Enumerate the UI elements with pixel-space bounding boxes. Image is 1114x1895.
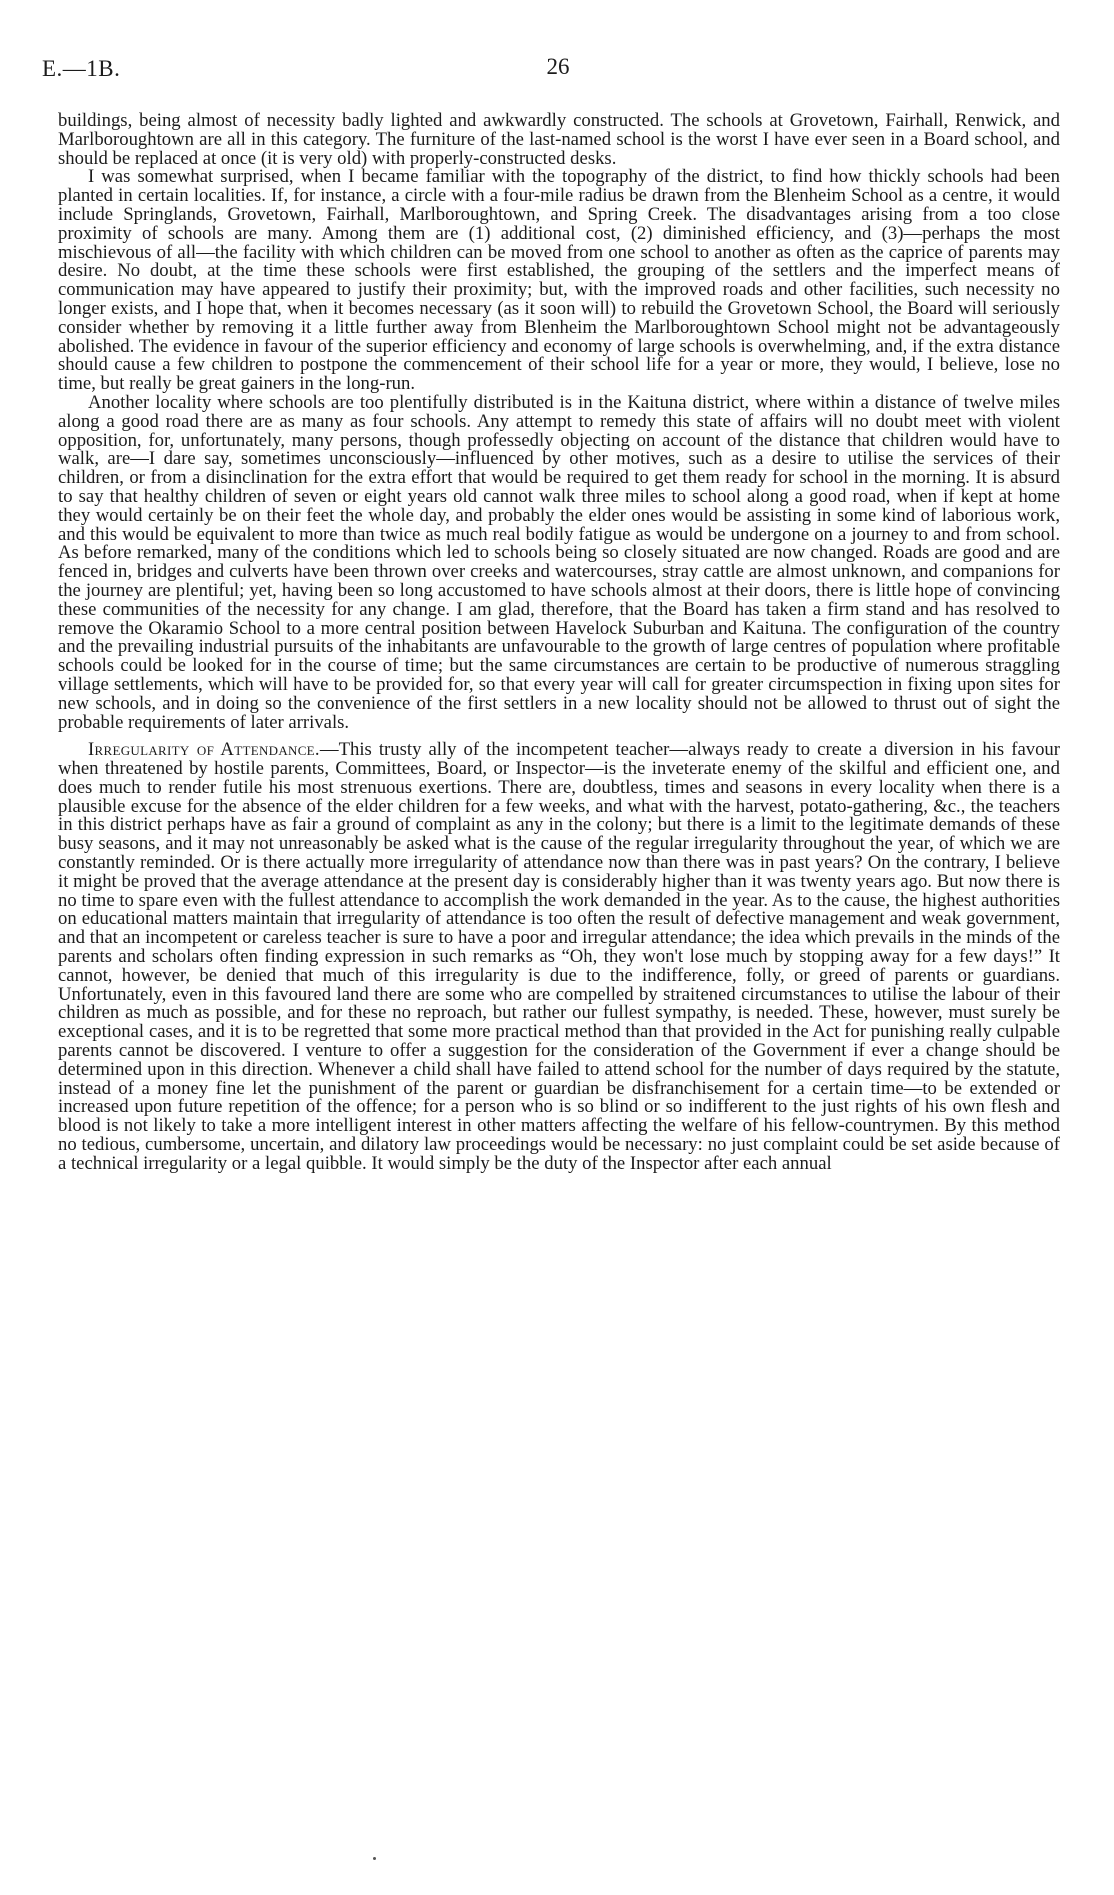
body-text bbox=[58, 112, 1060, 1174]
ink-speck bbox=[373, 1857, 376, 1860]
paragraph-text: —This trusty ally of the incompetent teacher—always ready to create a diversion in his favour when threatened by hostile parents, Committees, Board, or Inspector—is the inveterate enemy of the skilful and efficient one, and does much to render futile his most strenuous exertions. There are, doubtless, times and seasons in every locality when there is a plausible excuse for the absence of the elder children for a few weeks, and what with the harvest, potato-gathering, &c., the teachers in this district perhaps have as fair a ground of complaint as any in the colony; but there is a limit to the legitimate demands of these busy seasons, and it may not unreasonably be asked what is the cause of the regular irregularity throughout the year, of which we are constantly reminded. Or is there actually more irregularity of attendance now than there was in past years? On the contrary, I believe it might be proved that the average attendance at the present day is considerably higher than it was twenty years ago. But now there is no time to spare even with the fullest attendance to accomplish the work demanded in the year. As to the cause, the highest authorities on educational matters maintain that irregularity of attendance is too often the result of defective management and weak government, and that an incompetent or careless teacher is sure to have a poor and irregular attendance; the idea which prevails in the minds of the parents and scholars often finding expression in such remarks as “Oh, they won't lose much by stopping away for a few days!” It cannot, however, be denied that much of this irregularity is due to the indifference, folly, or greed of parents or guardians. Unfortunately, even in this favoured land there are some who are compelled by straitened circumstances to utilise the labour of their children as much as possible, and for these no reproach, but rather our fullest sympathy, is needed. These, however, must surely be exceptional cases, and it is to be regretted that some more practical method than that provided in the Act for punishing really culpable parents cannot be discovered. I venture to offer a suggestion for the consideration of the Government if ever a change should be determined upon in this direction. Whenever a child shall have failed to attend school for the number of days required by the statute, instead of a money fine let the punishment of the parent or guardian be disfranchisement for a certain time—to be extended or increased upon future repetition of the offence; for a person who is so blind or so indifferent to the just rights of his own flesh and blood is not likely to take a more intelligent interest in other matters affecting the welfare of his fellow-countrymen. By this method no tedious, cumbersome, uncertain, and dilatory law proceedings would be necessary: no just complaint could be set aside because of a technical irregularity or a legal quibble. It would simply be the duty of the Inspector after each annual bbox=[58, 739, 1060, 1174]
document-reference: E.—1B. bbox=[42, 56, 121, 81]
paragraph: Another locality where schools are too plentifully distributed is in the Kaituna district, where within a distance of twelve miles along a good road there are as many as four schools. Any attempt to remedy this state of affairs will no doubt meet with violent opposition, for, unfortunately, many persons, though professedly objecting on account of the distance that children would have to walk, are—I dare say, sometimes unconsciously—influenced by other motives, such as a desire to utilise the services of their children, or from a disinclination for the extra effort that would be required to get them ready for school in the morning. It is absurd to say that healthy children of seven or eight years old cannot walk three miles to school along a good road, when if kept at home they would certainly be on their feet the whole day, and probably the elder ones would be assisting in some kind of laborious work, and this would be equivalent to more than twice as much real bodily fatigue as would be undergone on a journey to and from school. As before remarked, many of the conditions which led to schools being so closely situated are now changed. Roads are good and are fenced in, bridges and culverts have been thrown over creeks and watercourses, stray cattle are almost unknown, and companions for the journey are plentiful; yet, having been so long accustomed to have schools almost at their doors, there is little hope of convincing these communities of the necessity for any change. I am glad, therefore, that the Board has taken a firm stand and has resolved to remove the Okaramio School to a more central position between Havelock Suburban and Kaituna. The configuration of the country and the prevailing industrial pursuits of the inhabitants are unfavourable to the growth of large centres of population where profitable schools could be looked for in the course of time; but the same circumstances are certain to be productive of numerous straggling village settlements, which will have to be provided for, so that every year will call for greater circumspection in fixing upon sites for new schools, and in doing so the convenience of the first settlers in a new locality should not be allowed to thrust out of sight the probable requirements of later arrivals. bbox=[58, 391, 1060, 733]
section-heading: Irregularity of Attendance. bbox=[88, 739, 320, 761]
page-header bbox=[42, 56, 1074, 92]
paragraph: I was somewhat surprised, when I became familiar with the topography of the district, to find how thickly schools had been planted in certain localities. If, for instance, a circle with a four-mile radius be drawn from the Blenheim School as a centre, it would include Springlands, Grovetown, Fairhall, Marlboroughtown, and Spring Creek. The disadvantages arising from a too close proximity of schools are many. Among them are (1) additional cost, (2) diminished efficiency, and (3)—perhaps the most mischievous of all—the facility with which children can be moved from one school to another as often as the caprice of parents may desire. No doubt, at the time these schools were first established, the grouping of the settlers and the imperfect means of communication may have appeared to justify their proximity; but, with the improved roads and other facilities, such necessity no longer exists, and I hope that, when it becomes necessary (as it soon will) to rebuild the Grovetown School, the Board will seriously consider whether by removing it a little further away from Blenheim the Marlboroughtown School might not be advantageously abolished. The evidence in favour of the superior efficiency and economy of large schools is overwhelming, and, if the extra distance should cause a few children to postpone the commencement of their school life for a year or more, they would, I believe, lose no time, but really be great gainers in the long-run. bbox=[58, 166, 1060, 395]
paragraph-irregularity-of-attendance bbox=[58, 741, 1060, 1173]
paragraph: buildings, being almost of necessity badly lighted and awkwardly constructed. The schools at Grovetown, Fairhall, Renwick, and Marlboroughtown are all in this category. The furniture of the last-named school is the worst I have ever seen in a Board school, and should be replaced at once (it is very old) with properly-constructed desks. bbox=[58, 110, 1060, 169]
page-number: 26 bbox=[546, 54, 570, 79]
